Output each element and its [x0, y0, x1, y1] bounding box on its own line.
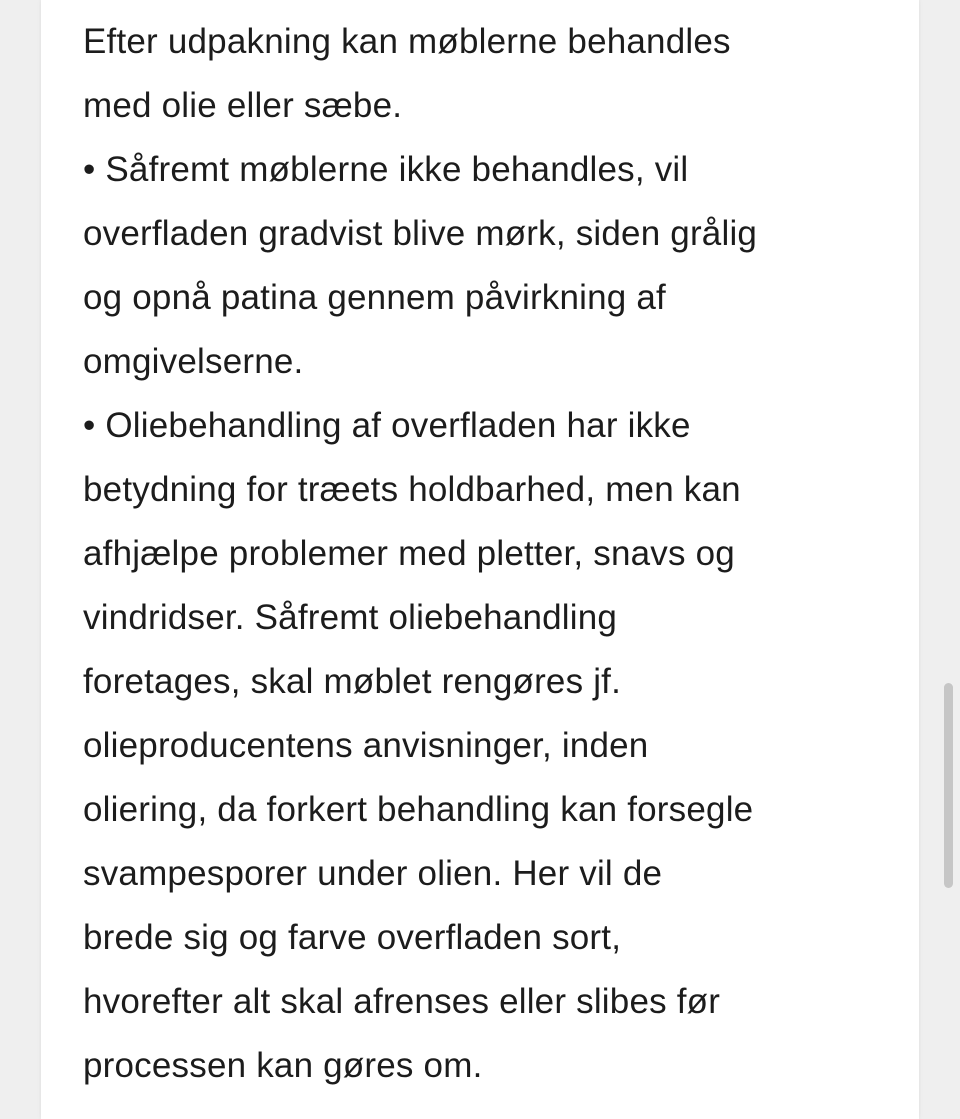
text-line: betydning for træets holdbarhed, men kan — [83, 470, 741, 509]
text-line: afhjælpe problemer med pletter, snavs og — [83, 534, 735, 573]
text-line: vindridser. Såfremt oliebehandling — [83, 598, 618, 637]
text-line: med olie eller sæbe. — [83, 86, 403, 125]
text-line: Efter udpakning kan møblerne behandles — [83, 22, 731, 61]
text-line: og opnå patina gennem påvirkning af — [83, 278, 666, 317]
text-line: svampesporer under olien. Her vil de — [83, 854, 663, 893]
text-line: foretages, skal møblet rengøres jf. — [83, 662, 622, 701]
text-line: hvorefter alt skal afrenses eller slibes før — [83, 982, 721, 1021]
content-card — [41, 0, 919, 1119]
text-line: • Såfremt møblerne ikke behandles, vil — [83, 150, 689, 189]
text-line: processen kan gøres om. — [83, 1046, 483, 1085]
text-line: overfladen gradvist blive mørk, siden grålig — [83, 214, 758, 253]
text-line: oliering, da forkert behandling kan forsegle — [83, 790, 754, 829]
care-instructions-text — [83, 10, 757, 1098]
text-line: olieproducentens anvisninger, inden — [83, 726, 649, 765]
text-line: omgivelserne. — [83, 342, 304, 381]
text-line: • Oliebehandling af overfladen har ikke — [83, 406, 691, 445]
scrollbar-thumb[interactable] — [944, 683, 953, 888]
text-line: brede sig og farve overfladen sort, — [83, 918, 622, 957]
